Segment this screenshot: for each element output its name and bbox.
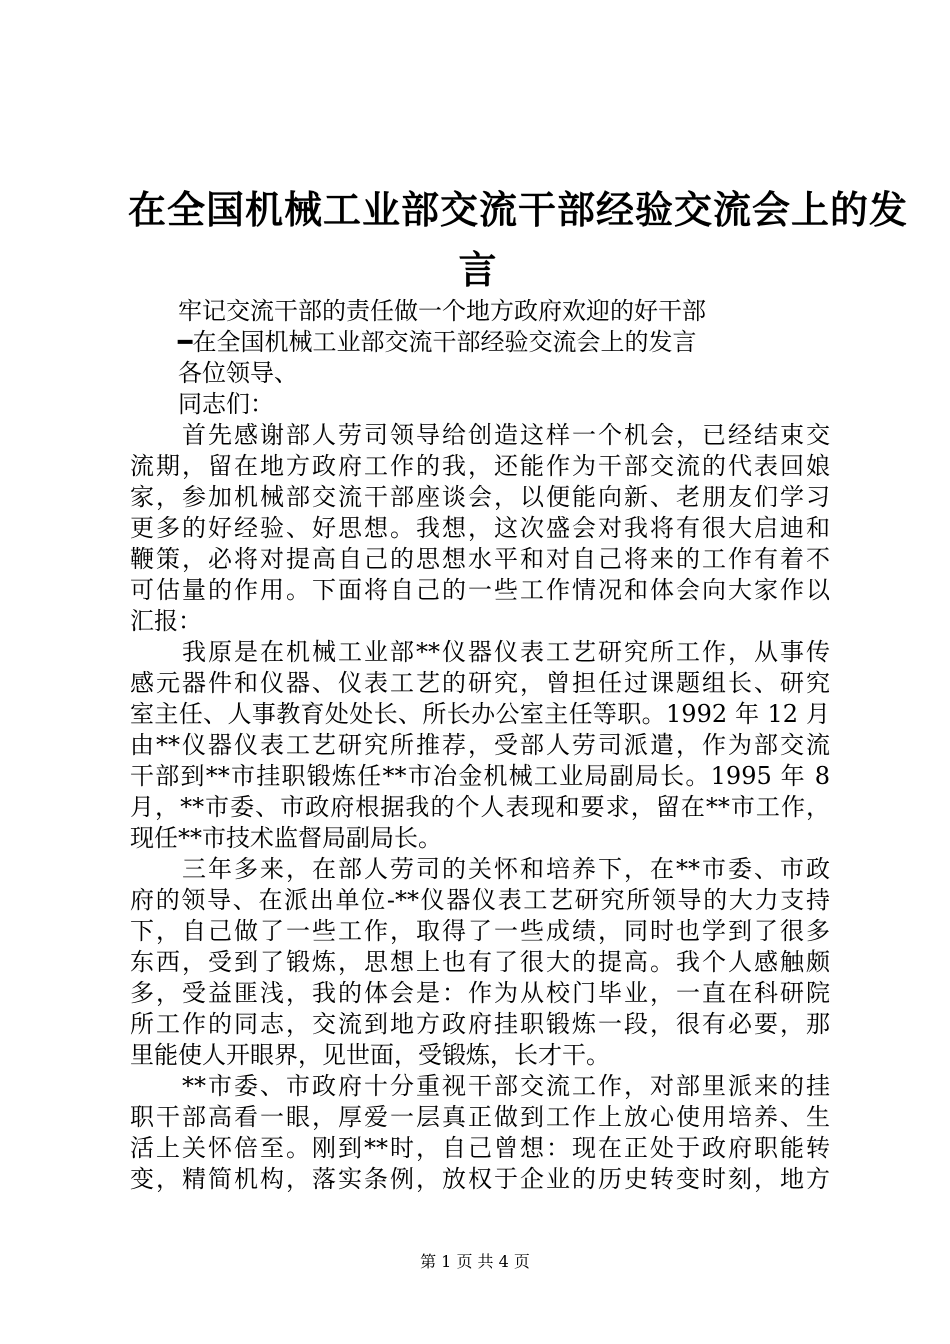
paragraph-line: 变，精简机构，落实条例，放权于企业的历史转变时刻，地方 [130, 1165, 830, 1193]
paragraph-line: 流期，留在地方政府工作的我，还能作为干部交流的代表回娘 [130, 452, 830, 480]
paragraph-line: 府的领导、在派出单位-**仪器仪表工艺研究所领导的大力支持 [130, 886, 830, 914]
paragraph-line: 由**仪器仪表工艺研究所推荐，受部人劳司派遣，作为部交流 [130, 731, 830, 759]
document-body [130, 296, 830, 1195]
paragraph-line: 首先感谢部人劳司领导给创造这样一个机会，已经结束交 [182, 421, 830, 449]
paragraph-line: 可估量的作用。下面将自己的一些工作情况和体会向大家作以 [130, 576, 830, 604]
document-title-line-1: 在全国机械工业部交流干部经验交流会上的发 [128, 188, 909, 232]
paragraph-line: 活上关怀倍至。刚到**时，自己曾想：现在正处于政府职能转 [130, 1134, 830, 1162]
paragraph-line: 现任**市技术监督局副局长。 [130, 824, 442, 852]
subtitle-line: 牢记交流干部的责任做一个地方政府欢迎的好干部 [178, 297, 706, 325]
paragraph-line: 更多的好经验、好思想。我想，这次盛会对我将有很大启迪和 [130, 514, 830, 542]
salutation-line: 同志们： [178, 390, 274, 418]
paragraph-line: 汇报： [130, 607, 202, 635]
paragraph-line: 下，自己做了一些工作，取得了一些成绩，同时也学到了很多 [130, 917, 830, 945]
paragraph-line: 干部到**市挂职锻炼任**市冶金机械工业局副局长。1995 年 8 [130, 762, 830, 790]
paragraph-line: 月，**市委、市政府根据我的个人表现和要求，留在**市工作， [130, 793, 830, 821]
paragraph-line: 多，受益匪浅，我的体会是：作为从校门毕业，一直在科研院 [130, 979, 830, 1007]
paragraph-line: 东西，受到了锻炼，思想上也有了很大的提高。我个人感触颇 [130, 948, 830, 976]
page-number-footer: 第 1 页 共 4 页 [420, 1252, 530, 1271]
paragraph-line: 鞭策，必将对提高自己的思想水平和对自己将来的工作有着不 [130, 545, 830, 573]
paragraph-4 [130, 1071, 830, 1195]
paragraph-line: 里能使人开眼界，见世面，受锻炼，长才干。 [130, 1041, 610, 1069]
paragraph-line: 所工作的同志，交流到地方政府挂职锻炼一段，很有必要，那 [130, 1010, 830, 1038]
paragraph-line: 职干部高看一眼，厚爱一层真正做到工作上放心使用培养、生 [130, 1103, 830, 1131]
salutation-line: 各位领导、 [178, 359, 298, 387]
paragraph-line: 家，参加机械部交流干部座谈会，以便能向新、老朋友们学习 [130, 483, 830, 511]
paragraph-line: **市委、市政府十分重视干部交流工作，对部里派来的挂 [182, 1072, 830, 1100]
paragraph-2 [130, 637, 830, 854]
document-title-line-2: 言 [458, 248, 498, 292]
paragraph-1 [130, 420, 830, 637]
paragraph-3 [130, 854, 830, 1071]
paragraph-line: 感元器件和仪器、仪表工艺的研究，曾担任过课题组长、研究 [130, 669, 830, 697]
subtitle-line: ━在全国机械工业部交流干部经验交流会上的发言 [178, 328, 697, 356]
paragraph-line: 我原是在机械工业部**仪器仪表工艺研究所工作，从事传 [182, 638, 830, 666]
paragraph-line: 三年多来，在部人劳司的关怀和培养下，在**市委、市政 [182, 855, 830, 883]
paragraph-line: 室主任、人事教育处处长、所长办公室主任等职。1992 年 12 月 [130, 700, 830, 728]
